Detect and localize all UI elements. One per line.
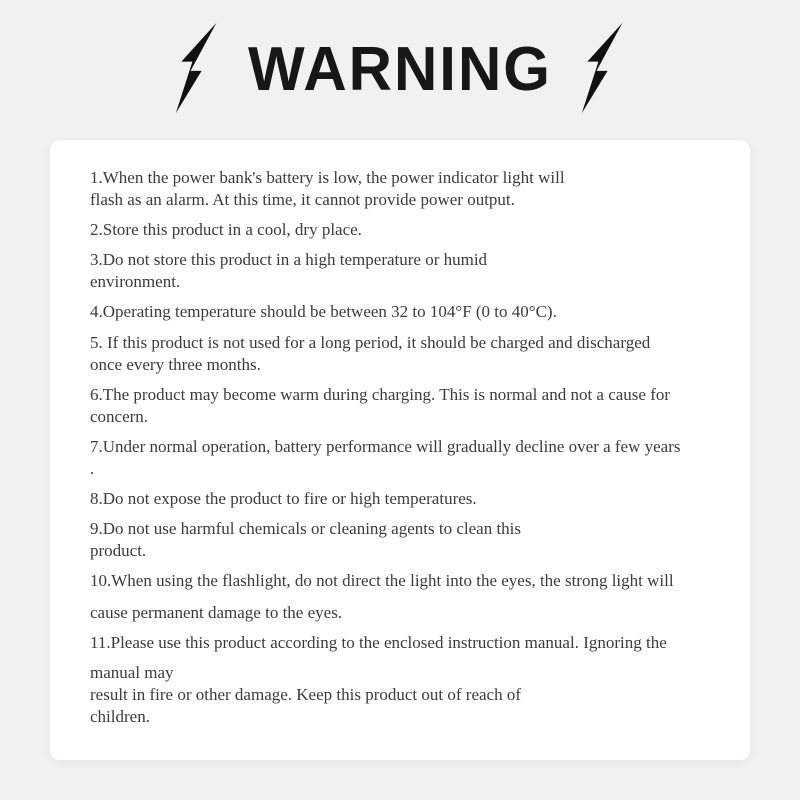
warning-header: [0, 14, 800, 124]
warning-item: [90, 488, 720, 510]
lightning-bolt-right-icon: [578, 23, 628, 115]
warning-item: [90, 632, 720, 728]
lightning-bolt-left-icon: [172, 23, 222, 115]
warning-item: [90, 167, 720, 211]
warning-line: environment.: [90, 272, 181, 292]
warning-line: cause permanent damage to the eyes.: [90, 602, 343, 622]
warning-item: [90, 301, 720, 323]
warning-line: 5. If this product is not used for a long period, it should be charged and discharged: [90, 332, 651, 352]
warning-list: [90, 167, 720, 728]
warning-line: product.: [90, 541, 147, 561]
warning-item: [90, 219, 720, 241]
warning-line: 2.Store this product in a cool, dry place.: [90, 220, 362, 240]
warning-line: once every three months.: [90, 354, 261, 374]
warning-line: 10.When using the flashlight, do not direct the light into the eyes, the strong light will: [90, 571, 674, 591]
warning-line: 6.The product may become warm during charging. This is normal and not a cause for: [90, 384, 671, 404]
warning-line: 9.Do not use harmful chemicals or cleaning agents to clean this: [90, 519, 522, 539]
warning-line: 3.Do not store this product in a high temperature or humid: [90, 250, 488, 270]
page-title: WARNING: [248, 33, 552, 104]
warning-item: [90, 436, 720, 480]
warning-line: 7.Under normal operation, battery performance will gradually decline over a few years: [90, 436, 681, 456]
warning-card: [50, 140, 750, 760]
warning-line: 1.When the power bank's battery is low, the power indicator light will: [90, 168, 565, 187]
warning-line: 4.Operating temperature should be between 32 to 104°F (0 to 40°C).: [90, 302, 557, 322]
warning-line: result in fire or other damage. Keep this product out of reach of: [90, 684, 521, 704]
warning-line: .: [90, 459, 95, 479]
warning-line: 11.Please use this product according to the enclosed instruction manual. Ignoring the: [90, 632, 667, 652]
warning-item: [90, 518, 720, 562]
warning-item: [90, 249, 720, 293]
warning-line: children.: [90, 706, 150, 726]
warning-line: flash as an alarm. At this time, it cannot provide power output.: [90, 190, 515, 210]
warning-item: [90, 332, 720, 376]
warning-item: [90, 570, 720, 623]
warning-item: [90, 384, 720, 428]
warning-line: 8.Do not expose the product to fire or high temperatures.: [90, 489, 477, 509]
warning-line: manual may: [90, 662, 174, 682]
warning-line: concern.: [90, 406, 149, 426]
